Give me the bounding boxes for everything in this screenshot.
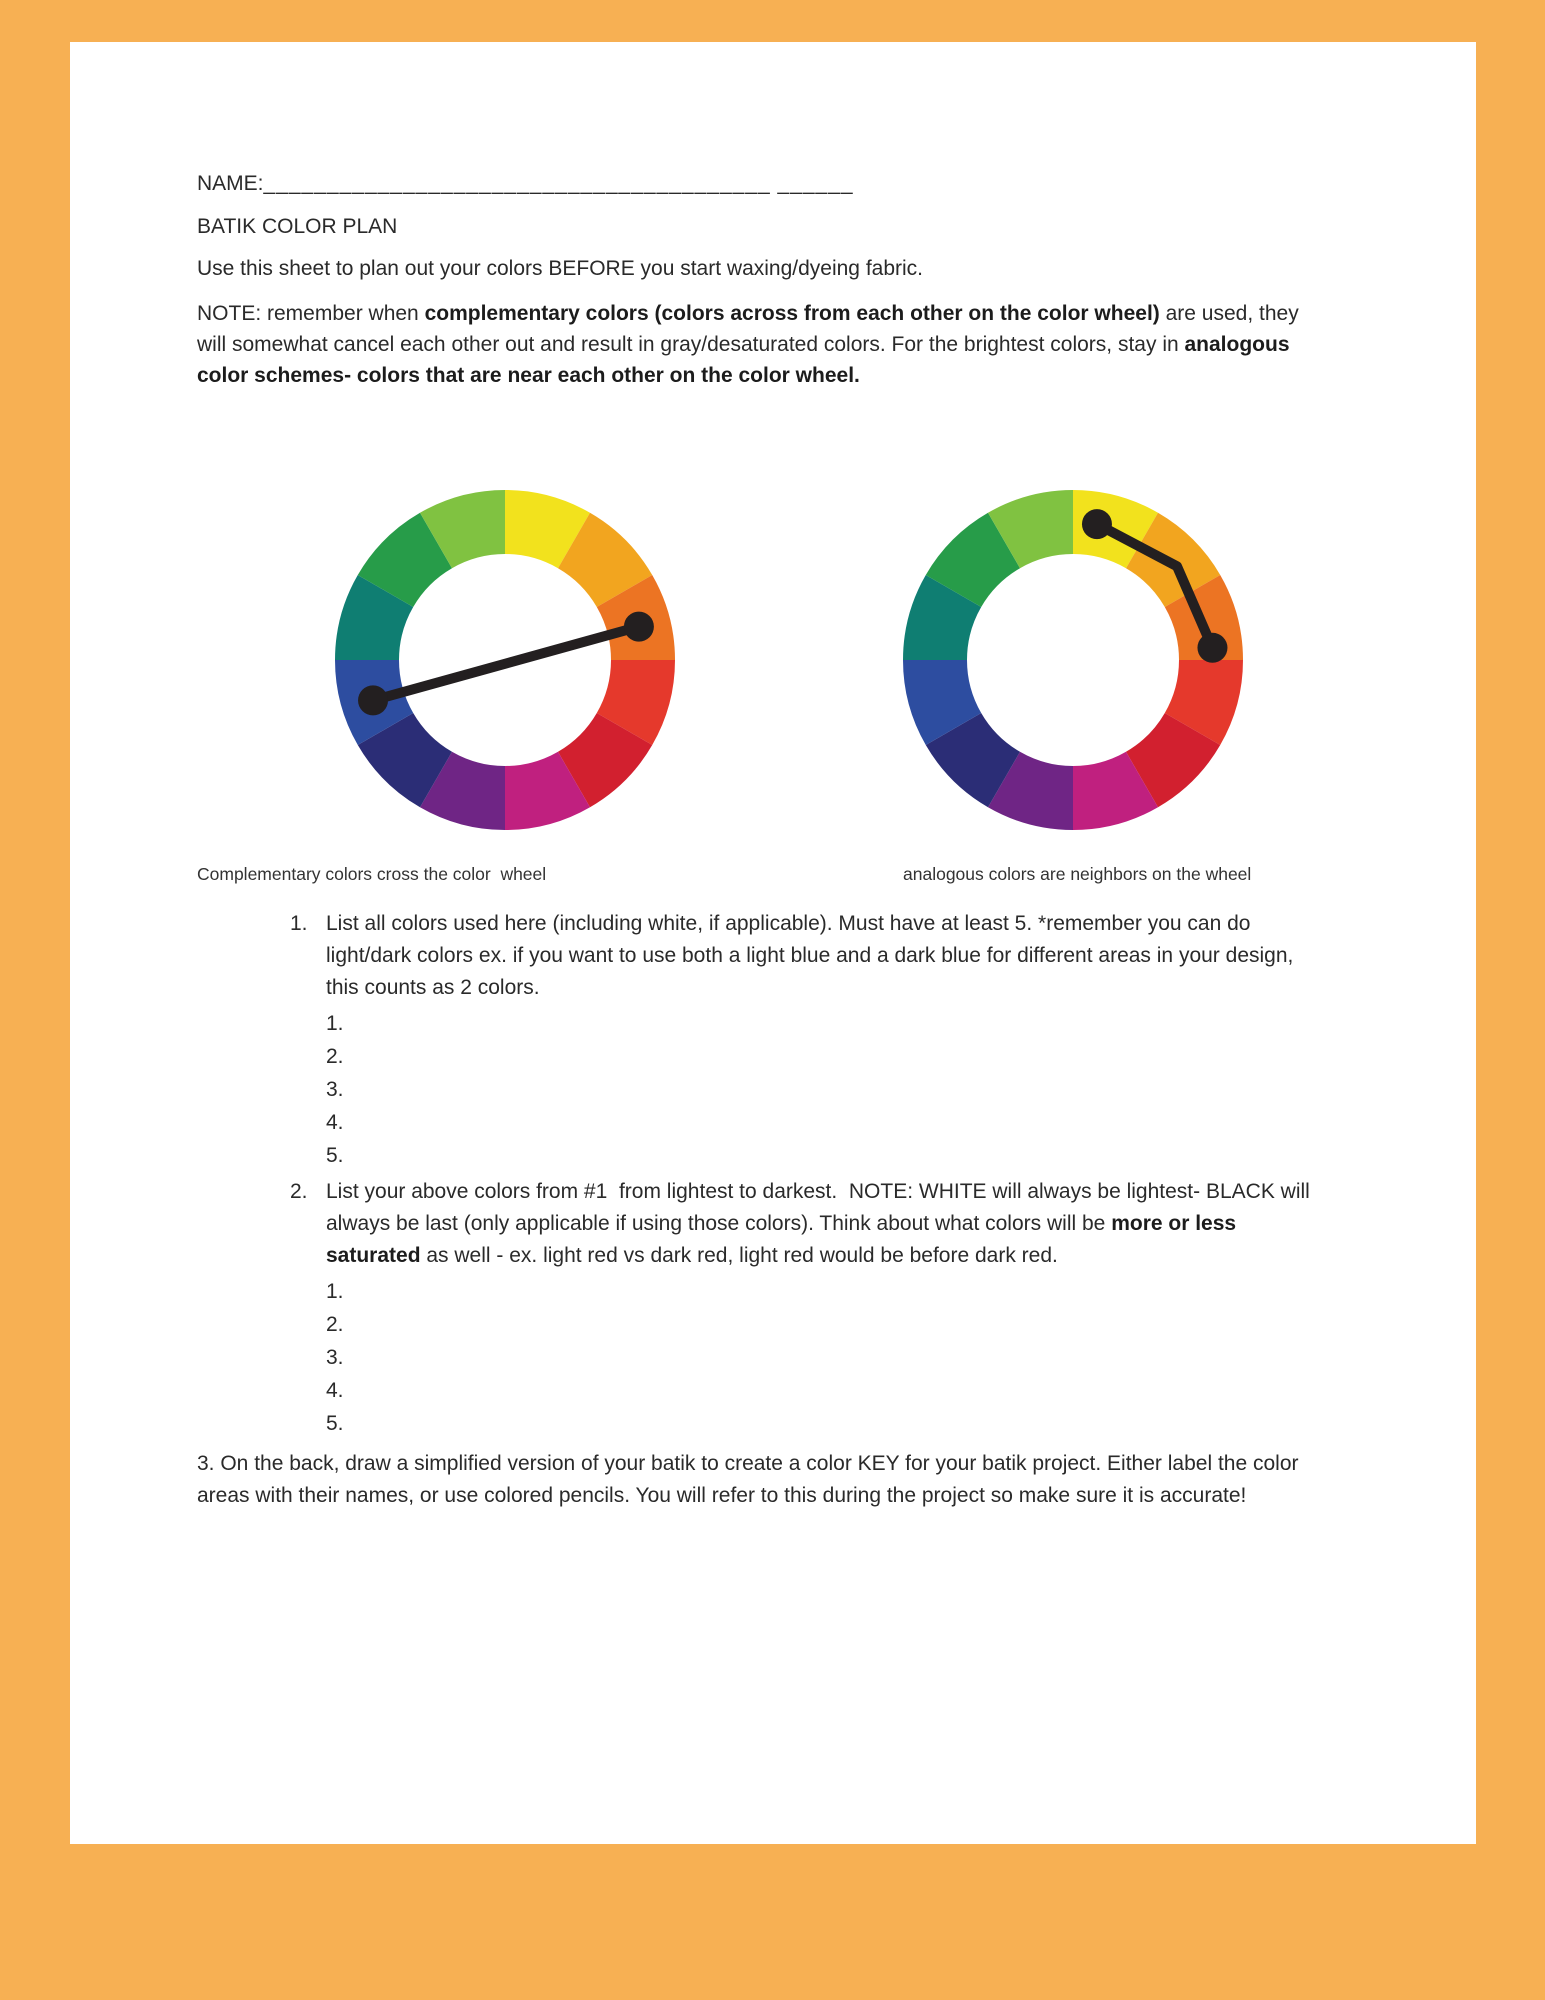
list-item-2-text [326, 1176, 1330, 1272]
item2-bold-saturated: more or less saturated [326, 1212, 1242, 1267]
note-bold-analogous: analogous color schemes- colors that are near each other on the color wheel. [197, 333, 1296, 387]
note-bold-complementary: complementary colors (colors across from each other on the color wheel) [424, 302, 1160, 325]
blank-slot-3: 3. [326, 1078, 344, 1101]
analogous-color-wheel [903, 490, 1243, 830]
complementary-color-wheel [335, 490, 675, 830]
analogous-marker-dot-1 [1082, 509, 1112, 539]
blank-slot-1: 1. [326, 1280, 344, 1303]
numbered-list [290, 908, 1330, 1444]
note-pre: NOTE: remember when [197, 302, 425, 325]
list-number: 1. [290, 912, 308, 935]
name-label: NAME: [197, 172, 264, 195]
instruction-3: 3. On the back, draw a simplified version of your batik to create a color KEY for your batik project. Either label the color areas with their names, or use colored pencils. You will refer to this during the project so make sure it is accurate! [197, 1452, 1305, 1507]
list-item-1-text: List all colors used here (including white, if applicable). Must have at least 5. *remember you can do light/dark colors ex. if you want to use both a light blue and a dark blue for different areas in your design, this counts as 2 colors. [326, 912, 1300, 999]
document-title: BATIK COLOR PLAN [197, 215, 398, 238]
blank-slot-5: 5. [326, 1144, 344, 1167]
complementary-caption: Complementary colors cross the color wheel [197, 864, 547, 884]
item2-post: as well - ex. light red vs dark red, light red would be before dark red. [420, 1244, 1058, 1267]
name-blank-line: ________________________________________ ______ [263, 172, 854, 195]
item2-pre: List your above colors from #1 from lightest to darkest. NOTE: WHITE will always be lightest- BLACK will always be last (only applicable if using those colors). Think about what colors will be [326, 1180, 1316, 1235]
blank-slot-4: 4. [326, 1379, 344, 1402]
complementary-marker-line [373, 627, 639, 701]
list-number: 2. [290, 1180, 308, 1203]
analogous-marker-dot-2 [1197, 633, 1227, 663]
blank-slot-3: 3. [326, 1346, 344, 1369]
worksheet-page [70, 42, 1476, 1844]
blank-slot-2: 2. [326, 1045, 344, 1068]
note-mid: are used, they will somewhat cancel each other out and result in gray/desaturated colors. For the brightest colors, stay in [197, 302, 1305, 356]
intro-text: Use this sheet to plan out your colors BEFORE you start waxing/dyeing fabric. [197, 257, 924, 280]
blank-slot-5: 5. [326, 1412, 344, 1435]
analogous-caption: analogous colors are neighbors on the wheel [903, 864, 1252, 884]
note-paragraph [197, 298, 1329, 391]
blank-list-1 [326, 1007, 1330, 1172]
name-line [197, 172, 854, 196]
list-item-1 [290, 908, 1330, 1004]
blank-list-2 [326, 1275, 1330, 1440]
complementary-marker-dot-1 [358, 685, 388, 715]
blank-slot-4: 4. [326, 1111, 344, 1134]
complementary-marker-dot-2 [624, 612, 654, 642]
blank-slot-1: 1. [326, 1012, 344, 1035]
list-item-2 [290, 1176, 1330, 1272]
blank-slot-2: 2. [326, 1313, 344, 1336]
